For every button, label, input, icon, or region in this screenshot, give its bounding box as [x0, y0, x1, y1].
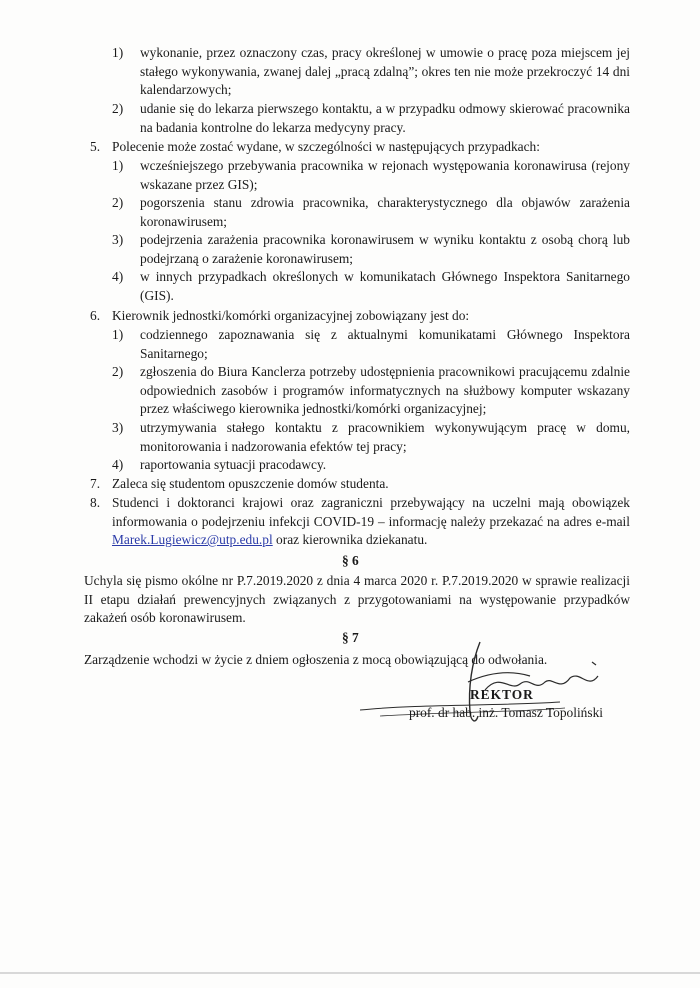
page-edge-divider	[0, 972, 700, 974]
point-number: 6.	[90, 308, 101, 323]
list-item: raportowania sytuacji pracodawcy.	[140, 457, 327, 472]
list-item: w innych przypadkach określonych w komunikatach Głównego Inspektora Sanitarnego (GIS).	[140, 269, 630, 303]
list-item-number: 2)	[112, 364, 124, 379]
list-item-number: 3)	[112, 420, 124, 435]
point-number: 5.	[90, 139, 101, 154]
section-heading: § 7	[342, 630, 359, 645]
list-item: utrzymywania stałego kontaktu z pracownikiem wykonywującym pracę w domu, monitorowania i nadzorowania efektów tej pracy;	[140, 420, 630, 454]
point-number: 8.	[90, 495, 101, 510]
point-text	[112, 494, 630, 550]
point-text-after: oraz kierownika dziekanatu.	[272, 532, 428, 548]
list-item-number: 4)	[112, 457, 124, 472]
point-number: 7.	[90, 476, 101, 491]
signature-name: prof. dr hab. inż. Tomasz Topoliński	[409, 705, 603, 720]
list-item: udanie się do lekarza pierwszego kontaktu, a w przypadku odmowy skierować pracownika na badania kontrolne do lekarza medycyny pracy.	[140, 101, 630, 135]
list-item-number: 1)	[112, 158, 124, 173]
list-item-number: 2)	[112, 195, 124, 210]
list-item: codziennego zapoznawania się z aktualnymi komunikatami Głównego Inspektora Sanitarnego;	[140, 327, 630, 361]
point-text-before: Studenci i doktoranci krajowi oraz zagraniczni przebywający na uczelni mają obowiązek informowania o podejrzeniu infekcji COVID-19 – informację należy przekazać na adres e-mail	[112, 495, 630, 529]
list-item-number: 4)	[112, 269, 124, 284]
list-item: wcześniejszego przebywania pracownika w rejonach występowania koronawirusa (rejony wskazane przez GIS);	[140, 158, 630, 192]
signature-title: REKTOR	[470, 687, 534, 702]
list-item: podejrzenia zarażenia pracownika koronawirusem w wyniku kontaktu z osobą chorą lub podejrzaną o zarażenie koronawirusem;	[140, 232, 630, 266]
email-link[interactable]: Marek.Lugiewicz@utp.edu.pl	[112, 532, 273, 548]
section-text: Zarządzenie wchodzi w życie z dniem ogłoszenia z mocą obowiązującą do odwołania.	[84, 652, 548, 667]
list-item: pogorszenia stanu zdrowia pracownika, charakterystycznego dla objawów zarażenia koronawirusem;	[140, 195, 630, 229]
list-item: zgłoszenia do Biura Kanclerza potrzeby udostępnienia pracownikowi pracującemu zdalnie odpowiednich zasobów i programów informatycznych na służbowy komputer wskazany przez właściwego kierownika jednostki/komórki organizacyjnej;	[140, 364, 630, 417]
list-item-number: 1)	[112, 327, 124, 342]
list-item: wykonanie, przez oznaczony czas, pracy określonej w umowie o pracę poza miejscem jej stałego wykonywania, zwanej dalej „pracą zdalną”; okres ten nie może przekroczyć 14 dni kalendarzowych;	[140, 45, 630, 98]
list-item-number: 1)	[112, 45, 124, 60]
list-item-number: 2)	[112, 101, 124, 116]
section-text: Uchyla się pismo okólne nr P.7.2019.2020 z dnia 4 marca 2020 r. P.7.2019.2020 w sprawie realizacji II etapu działań prewencyjnych związanych z przygotowaniami na występowanie przypadków zakażeń osób koronawirusem.	[84, 573, 630, 626]
section-heading: § 6	[342, 553, 359, 568]
point-text: Zaleca się studentom opuszczenie domów studenta.	[112, 476, 389, 491]
list-item-number: 3)	[112, 232, 124, 247]
point-text: Polecenie może zostać wydane, w szczególności w następujących przypadkach:	[112, 139, 540, 154]
point-text: Kierownik jednostki/komórki organizacyjnej zobowiązany jest do:	[112, 308, 470, 323]
